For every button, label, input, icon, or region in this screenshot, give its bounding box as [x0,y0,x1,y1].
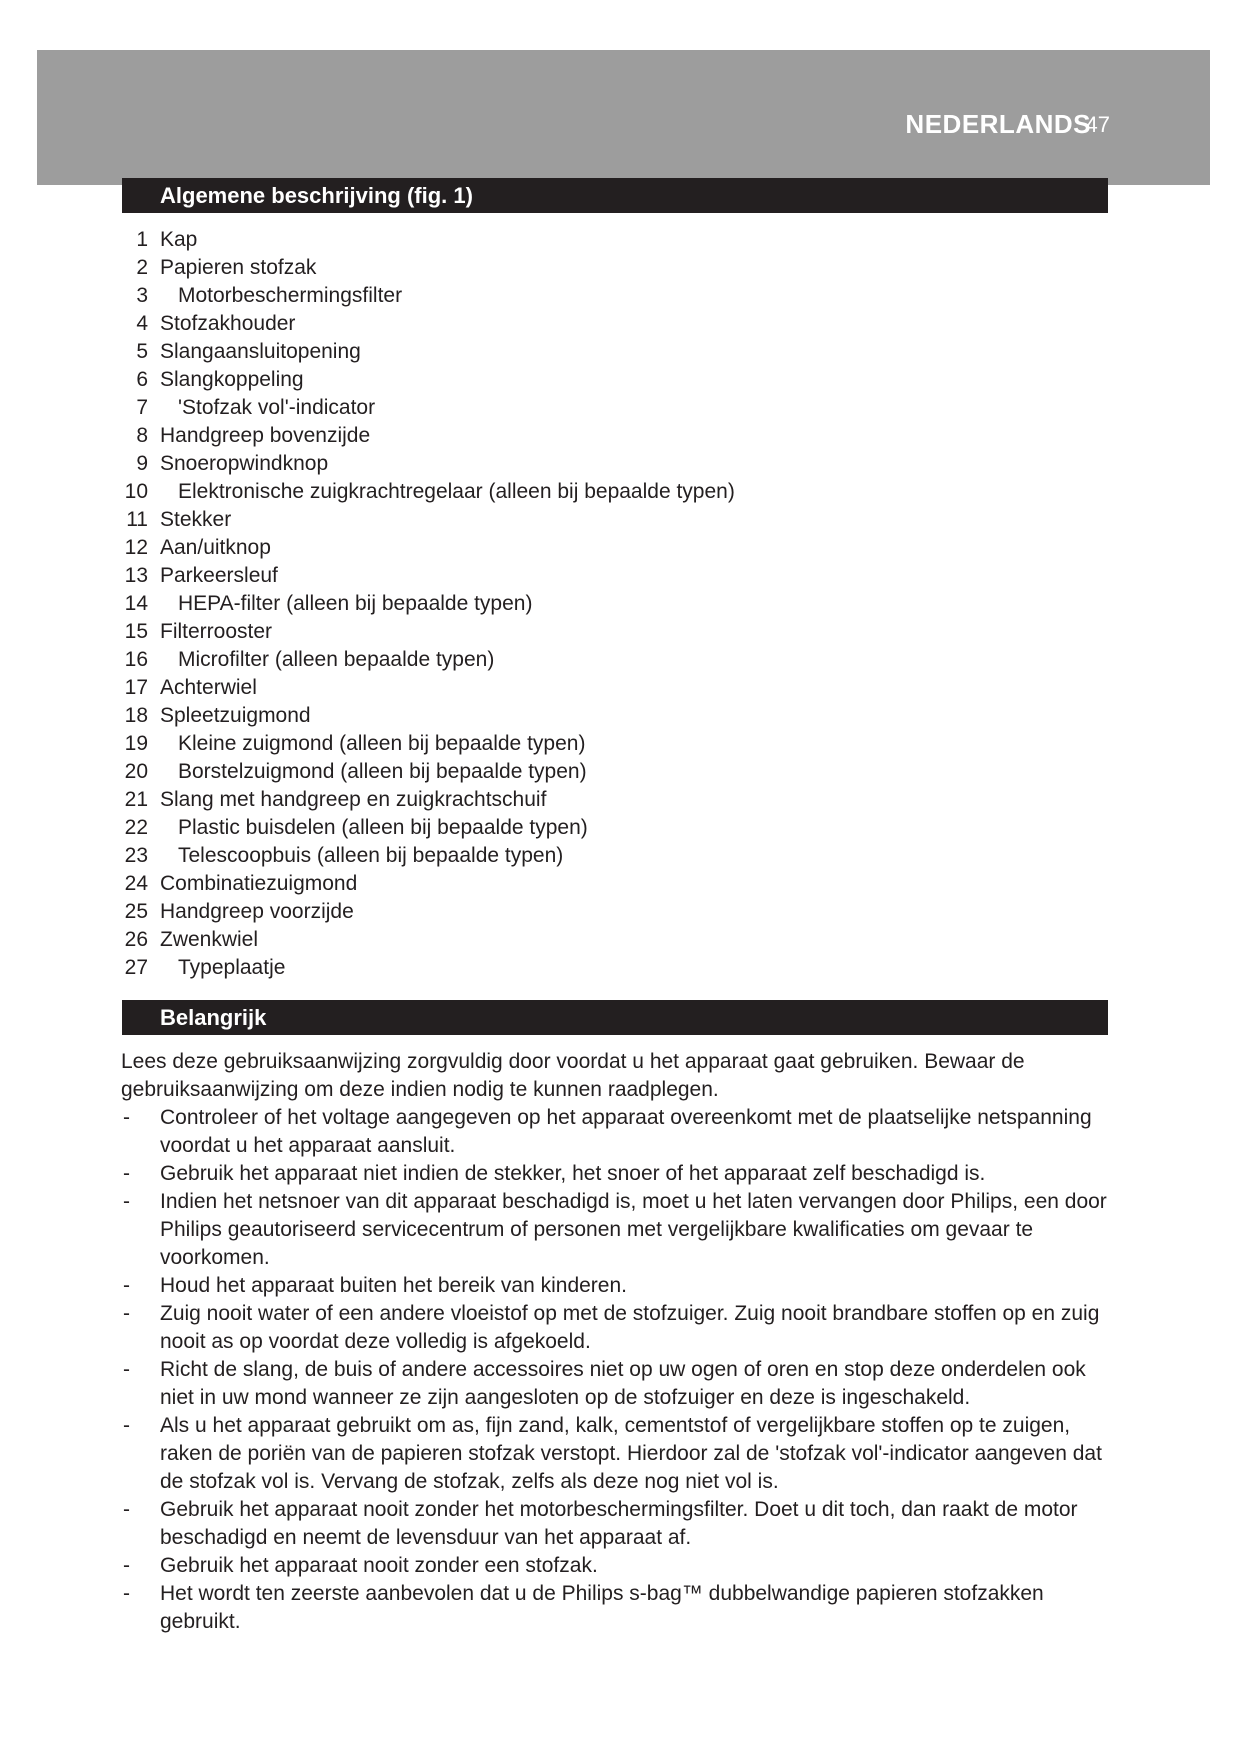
part-label: Plastic buisdelen (alleen bij bepaalde typen) [178,816,588,839]
part-item [110,506,735,534]
part-item [110,394,735,422]
part-label: HEPA-filter (alleen bij bepaalde typen) [178,592,533,615]
warning-text: Zuig nooit water of een andere vloeistof op met de stofzuiger. Zuig nooit brandbare stoffen op en zuig nooit as op voordat deze volledig is afgekoeld. [160,1302,1100,1353]
warning-text: Richt de slang, de buis of andere accessoires niet op uw ogen of oren en stop deze onderdelen ook niet in uw mond wanneer ze zijn aangesloten op de stofzuiger en deze is ingeschakeld. [160,1358,1086,1409]
part-item [110,814,735,842]
part-number: 18 [124,704,148,727]
part-label: Kleine zuigmond (alleen bij bepaalde typen) [178,732,586,755]
part-number: 12 [124,536,148,559]
dash-bullet-icon: - [123,1302,130,1325]
part-label: Zwenkwiel [160,928,259,951]
part-number: 11 [126,508,148,531]
part-item [110,870,735,898]
section-heading-important: Belangrijk [122,1000,1108,1035]
part-label: Achterwiel [160,676,257,699]
warning-item [121,1356,1111,1412]
part-label: Snoeropwindknop [160,452,329,475]
part-number: 13 [124,564,148,587]
part-number: 1 [136,228,148,251]
part-item [110,786,735,814]
part-item [110,226,735,254]
dash-bullet-icon: - [123,1582,130,1605]
dash-bullet-icon: - [123,1414,130,1437]
part-number: 5 [136,340,148,363]
part-label: Stekker [160,508,232,531]
part-item [110,590,735,618]
part-number: 15 [124,620,148,643]
part-number: 22 [124,816,148,839]
part-item [110,646,735,674]
part-number: 10 [124,480,148,503]
warning-text: Als u het apparaat gebruikt om as, fijn zand, kalk, cementstof of vergelijkbare stoffen op te zuigen, raken de poriën van de papieren stofzak verstopt. Hierdoor zal de 'stofzak vol'-indicator aangeven dat de stofzak vol is. Vervang de stofzak, zelfs als deze nog niet vol is. [160,1414,1102,1493]
part-item [110,926,735,954]
dash-bullet-icon: - [123,1498,130,1521]
part-item [110,562,735,590]
part-number: 19 [124,732,148,755]
part-item [110,618,735,646]
warning-text: Gebruik het apparaat niet indien de stekker, het snoer of het apparaat zelf beschadigd is. [160,1162,986,1185]
part-number: 27 [124,956,148,979]
dash-bullet-icon: - [123,1162,130,1185]
language-heading: NEDERLANDS [905,109,1091,139]
part-number: 14 [124,592,148,615]
part-label: Slangkoppeling [160,368,304,391]
part-number: 6 [136,368,148,391]
warning-text: Houd het apparaat buiten het bereik van kinderen. [160,1274,627,1297]
part-item [110,254,735,282]
part-number: 25 [124,900,148,923]
warning-item [121,1300,1111,1356]
part-item [110,282,735,310]
warning-text: Gebruik het apparaat nooit zonder het motorbeschermingsfilter. Doet u dit toch, dan raakt de motor beschadigd en neemt de levensduur van het apparaat af. [160,1498,1078,1549]
part-label: 'Stofzak vol'-indicator [178,396,376,419]
part-item [110,338,735,366]
part-item [110,954,735,982]
part-item [110,842,735,870]
intro-paragraph: Lees deze gebruiksaanwijzing zorgvuldig door voordat u het apparaat gaat gebruiken. Bewaar de gebruiksaanwijzing om deze indien nodig te kunnen raadplegen. [121,1050,1025,1101]
warning-list [121,1104,1111,1636]
part-number: 7 [136,396,148,419]
part-label: Combinatiezuigmond [160,872,358,895]
dash-bullet-icon: - [123,1358,130,1381]
warning-text: Gebruik het apparaat nooit zonder een stofzak. [160,1554,598,1577]
warning-item [121,1552,1111,1580]
part-label: Microfilter (alleen bepaalde typen) [178,648,495,671]
part-number: 9 [136,452,148,475]
warning-text: Controleer of het voltage aangegeven op het apparaat overeenkomt met de plaatselijke netspanning voordat u het apparaat aansluit. [160,1106,1092,1157]
part-item [110,730,735,758]
warning-item [121,1188,1111,1272]
part-item [110,534,735,562]
section-heading-description: Algemene beschrijving (fig. 1) [122,178,1108,213]
part-item [110,422,735,450]
part-label: Borstelzuigmond (alleen bij bepaalde typen) [178,760,587,783]
part-number: 8 [136,424,148,447]
part-item [110,310,735,338]
part-label: Filterrooster [160,620,273,643]
warning-text: Indien het netsnoer van dit apparaat beschadigd is, moet u het laten vervangen door Philips, een door Philips geautoriseerd servicecentrum of personen met vergelijkbare kwalificaties om gevaar te voorkomen. [160,1190,1107,1269]
part-label: Motorbeschermingsfilter [178,284,403,307]
part-item [110,366,735,394]
part-label: Papieren stofzak [160,256,317,279]
part-label: Handgreep voorzijde [160,900,354,923]
warning-item [121,1104,1111,1160]
part-item [110,450,735,478]
part-item [110,898,735,926]
part-label: Elektronische zuigkrachtregelaar (alleen bij bepaalde typen) [178,480,735,503]
part-number: 26 [124,928,148,951]
part-item [110,758,735,786]
part-label: Parkeersleuf [160,564,278,587]
dash-bullet-icon: - [123,1274,130,1297]
part-item [110,478,735,506]
part-item [110,674,735,702]
part-label: Slang met handgreep en zuigkrachtschuif [160,788,547,811]
warning-item [121,1272,1111,1300]
part-number: 24 [124,872,148,895]
part-number: 2 [136,256,148,279]
part-label: Aan/uitknop [160,536,271,559]
part-item [110,702,735,730]
parts-list [110,226,735,982]
part-label: Kap [160,228,198,251]
page-number: 47 [1085,112,1110,137]
part-number: 3 [136,284,148,307]
part-label: Handgreep bovenzijde [160,424,371,447]
warning-item [121,1496,1111,1552]
part-label: Stofzakhouder [160,312,296,335]
part-number: 23 [124,844,148,867]
part-label: Typeplaatje [178,956,286,979]
part-number: 4 [136,312,148,335]
warning-text: Het wordt ten zeerste aanbevolen dat u de Philips s-bag™ dubbelwandige papieren stofzakken gebruikt. [160,1582,1044,1633]
dash-bullet-icon: - [123,1190,130,1213]
part-number: 17 [124,676,148,699]
part-number: 21 [124,788,148,811]
warning-item [121,1580,1111,1636]
dash-bullet-icon: - [123,1106,130,1129]
part-number: 16 [124,648,148,671]
part-number: 20 [124,760,148,783]
part-label: Slangaansluitopening [160,340,361,363]
warning-item [121,1412,1111,1496]
part-label: Spleetzuigmond [160,704,311,727]
dash-bullet-icon: - [123,1554,130,1577]
part-label: Telescoopbuis (alleen bij bepaalde typen) [178,844,564,867]
warning-item [121,1160,1111,1188]
